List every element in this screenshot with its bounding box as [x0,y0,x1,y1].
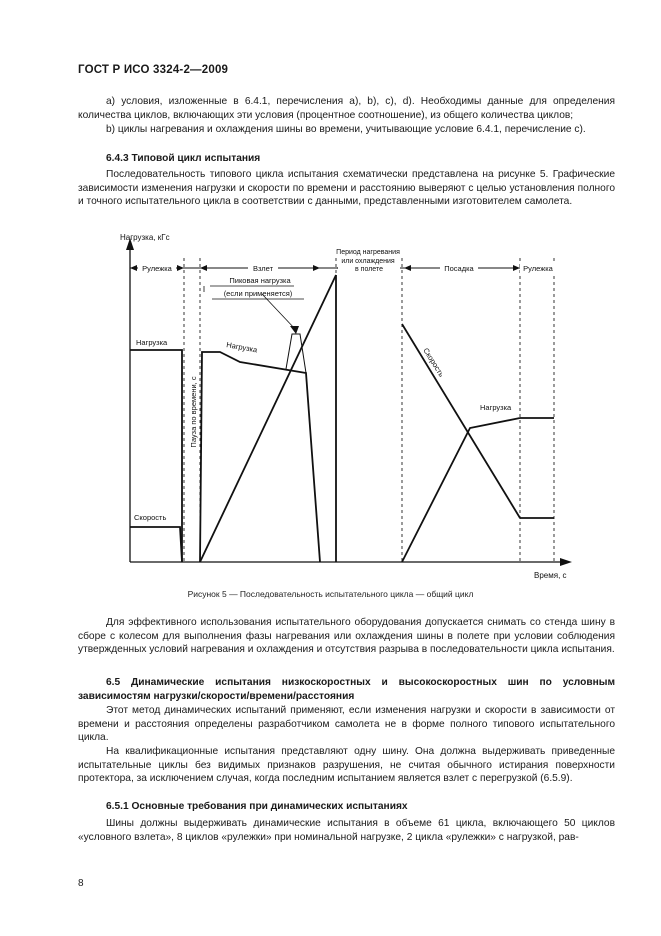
paragraph-item-a: а) условия, изложенные в 6.4.1, перечисления a), b), c), d). Необходимы данные для определения количества циклов, включающих эти условия (процентное соотношение), из общего количества циклов; [78,96,615,121]
phase-label-taxi-2: Рулежка [523,264,553,273]
section-heading-6-4-3: 6.4.3 Типовой цикл испытания [106,153,261,164]
series-load-rise-heating [320,275,336,562]
load-label-left: Нагрузка [136,338,168,347]
load-label-takeoff: Нагрузка [225,340,258,355]
phase-labels [138,249,556,274]
x-axis-label: Время, с [534,571,567,580]
paragraph-6-5-1-text: Шины должны выдерживать динамические испытания в объеме 61 цикла, включающего 50 циклов «условного взлета», 8 циклов «рулежки» при номинальной нагрузке, 2 цикла «рулежки» с нагрузкой, рав- [78,818,615,843]
peak-load-bump [286,334,306,373]
page-number: 8 [78,878,84,889]
section-heading-6-5: 6.5 Динамические испытания низкоскоростных и высокоскоростных шин по условным зависимостям нагрузки/скорости/времени/расстояния [78,677,615,702]
peak-load-label: Пиковая нагрузка [229,276,291,285]
paragraph-item-b: b) циклы нагревания и охлаждения шины во времени, учитывающие условие 6.4.1, перечисление c). [106,124,586,135]
load-label-landing: Нагрузка [480,403,512,412]
speed-label-left: Скорость [134,513,167,522]
paragraph-6-4-3: Последовательность типового цикла испытания схематически представлена на рисунке 5. Графические зависимости изменения нагрузки и скорости по времени и расстоянию выверяют с целью установления полного и точного испытательного цикла в соответствии с данными, представленными изготовителем самолета. [78,169,615,208]
phase-label-taxi-1: Рулежка [142,264,172,273]
peak-load-pointer-head [290,326,299,334]
section-heading-6-5-1: 6.5.1 Основные требования при динамических испытаниях [106,801,408,812]
series-load-taxi-left [130,350,182,562]
pause-label: Пауза по времени, с [189,376,198,448]
series-load-takeoff [200,352,320,562]
phase-label-takeoff: Взлет [252,264,274,273]
y-axis-label: Нагрузка, кГс [120,233,170,242]
series-speed-takeoff [200,275,336,562]
speed-label-landing: Скорость [421,346,447,379]
x-axis-arrow [560,558,572,566]
phase-label-landing: Посадка [444,264,474,273]
paragraph-6-5-2: На квалификационные испытания представляют одну шину. Она должна выдерживать приведенные испытательные циклы без видимых признаков разрушения, не считая обычного истирания поверхности протектора, за исключением случая, когда последним испытанием является взлет с перегрузкой (6.5.9). [78,746,615,785]
document-header: ГОСТ Р ИСО 3324-2—2009 [78,64,229,76]
peak-load-note: (если применяется) [223,289,293,298]
figure-caption: Рисунок 5 — Последовательность испытательного цикла — общий цикл [187,589,474,599]
paragraph-6-5-1: Этот метод динамических испытаний применяют, если изменения нагрузки и скорости в зависимости от времени и расстояния определены разработчиком самолета не в форме полного типового испытательного цикла. [78,705,615,744]
phase-label-heating: Период нагревания или охлаждения в полете [336,249,400,273]
paragraph-after-figure: Для эффективного использования испытательного оборудования допускается снимать со стенда шину в сборе с колесом для выполнения фазы нагревания или охлаждения шины в полете при условии соблюдения утвержденных условий нагревания и охлаждения и отсутствия разрыва в последовательности цикла испытания. [78,617,615,656]
series-speed-taxi-left [130,527,182,562]
